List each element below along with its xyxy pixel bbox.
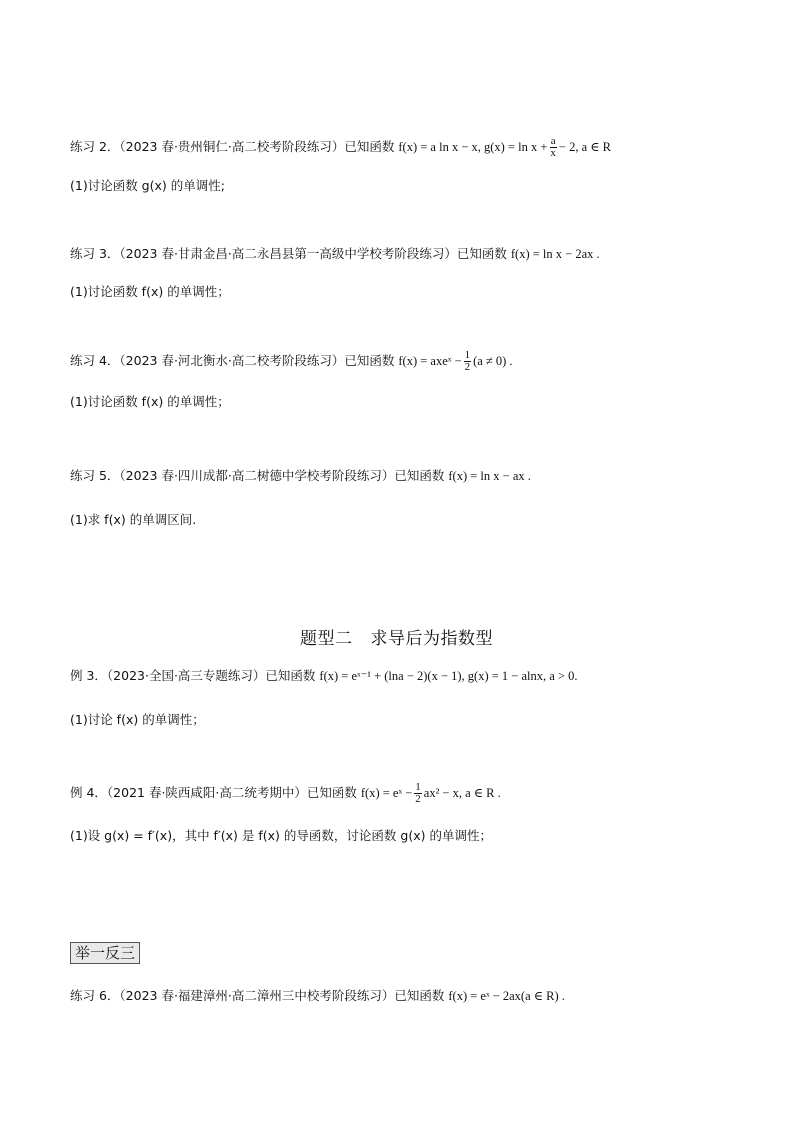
example-4-formula-b: ax² − x, a ∈ R .	[423, 786, 501, 800]
exercise-4-formula-a: f(x) = axeˣ −	[398, 354, 462, 368]
fraction-denominator: 2	[464, 361, 471, 373]
exercise-6-formula: f(x) = eˣ − 2ax(a ∈ R) .	[448, 989, 565, 1003]
example-3-statement	[70, 666, 577, 686]
exercise-5-prefix: 练习 5．（2023 春·四川成都·高二树德中学校考阶段练习）已知函数	[70, 468, 449, 483]
exercise-4-statement	[70, 350, 513, 373]
exercise-4-formula-b: (a ≠ 0) .	[473, 354, 513, 368]
example-3-question: (1)讨论 f(x) 的单调性；	[70, 712, 205, 727]
fraction-denominator: 2	[415, 793, 421, 805]
fraction-denominator: x	[550, 147, 556, 159]
exercise-2-formula-a: f(x) = a ln x − x, g(x) = ln x +	[398, 140, 548, 154]
exercise-3-statement	[70, 244, 600, 264]
exercise-2-formula-b: − 2, a ∈ R	[558, 140, 611, 154]
exercise-6-statement	[70, 986, 565, 1006]
exercise-2-question: (1)讨论函数 g(x) 的单调性;	[70, 178, 225, 193]
example-4-statement	[70, 782, 501, 805]
example-4-formula-a: f(x) = eˣ −	[360, 786, 413, 800]
exercise-2-statement	[70, 136, 611, 159]
section-title-text: 求导后为指数型	[370, 629, 493, 649]
example-4-prefix: 例 4．（2021 春·陕西咸阳·高二统考期中）已知函数	[70, 785, 361, 800]
exercise-2-prefix: 练习 2．（2023 春·贵州铜仁·高二校考阶段练习）已知函数	[70, 139, 399, 154]
example-3-formula: f(x) = eˣ⁻¹ + (lna − 2)(x − 1), g(x) = 1 − alnx, a > 0.	[319, 669, 578, 683]
example-4-question: (1)设 g(x) = f′(x)，其中 f′(x) 是 f(x) 的导函数，讨论函数 g(x) 的单调性；	[70, 828, 492, 843]
exercise-5-formula: f(x) = ln x − ax .	[448, 469, 531, 483]
example-4-fraction	[414, 782, 422, 805]
exercise-3-formula: f(x) = ln x − 2ax .	[510, 247, 600, 261]
exercise-3-question: (1)讨论函数 f(x) 的单调性；	[70, 284, 230, 299]
exercise-4-fraction	[464, 350, 472, 373]
exercise-5-question: (1)求 f(x) 的单调区间.	[70, 512, 197, 527]
section-title	[0, 624, 793, 649]
exercise-2-fraction	[549, 136, 557, 159]
fraction-numerator: a	[550, 135, 556, 147]
fraction-numerator: 1	[464, 349, 471, 361]
section-title-type: 题型二	[300, 629, 353, 649]
exercise-5-statement	[70, 466, 531, 486]
section-tag: 举一反三	[70, 942, 140, 964]
exercise-4-question: (1)讨论函数 f(x) 的单调性；	[70, 394, 230, 409]
exercise-4-prefix: 练习 4．（2023 春·河北衡水·高二校考阶段练习）已知函数	[70, 353, 399, 368]
exercise-6-prefix: 练习 6．（2023 春·福建漳州·高二漳州三中校考阶段练习）已知函数	[70, 988, 449, 1003]
exercise-3-prefix: 练习 3．（2023 春·甘肃金昌·高二永昌县第一高级中学校考阶段练习）已知函数	[70, 246, 511, 261]
fraction-numerator: 1	[415, 781, 421, 793]
example-3-prefix: 例 3．（2023·全国·高三专题练习）已知函数	[70, 668, 320, 683]
